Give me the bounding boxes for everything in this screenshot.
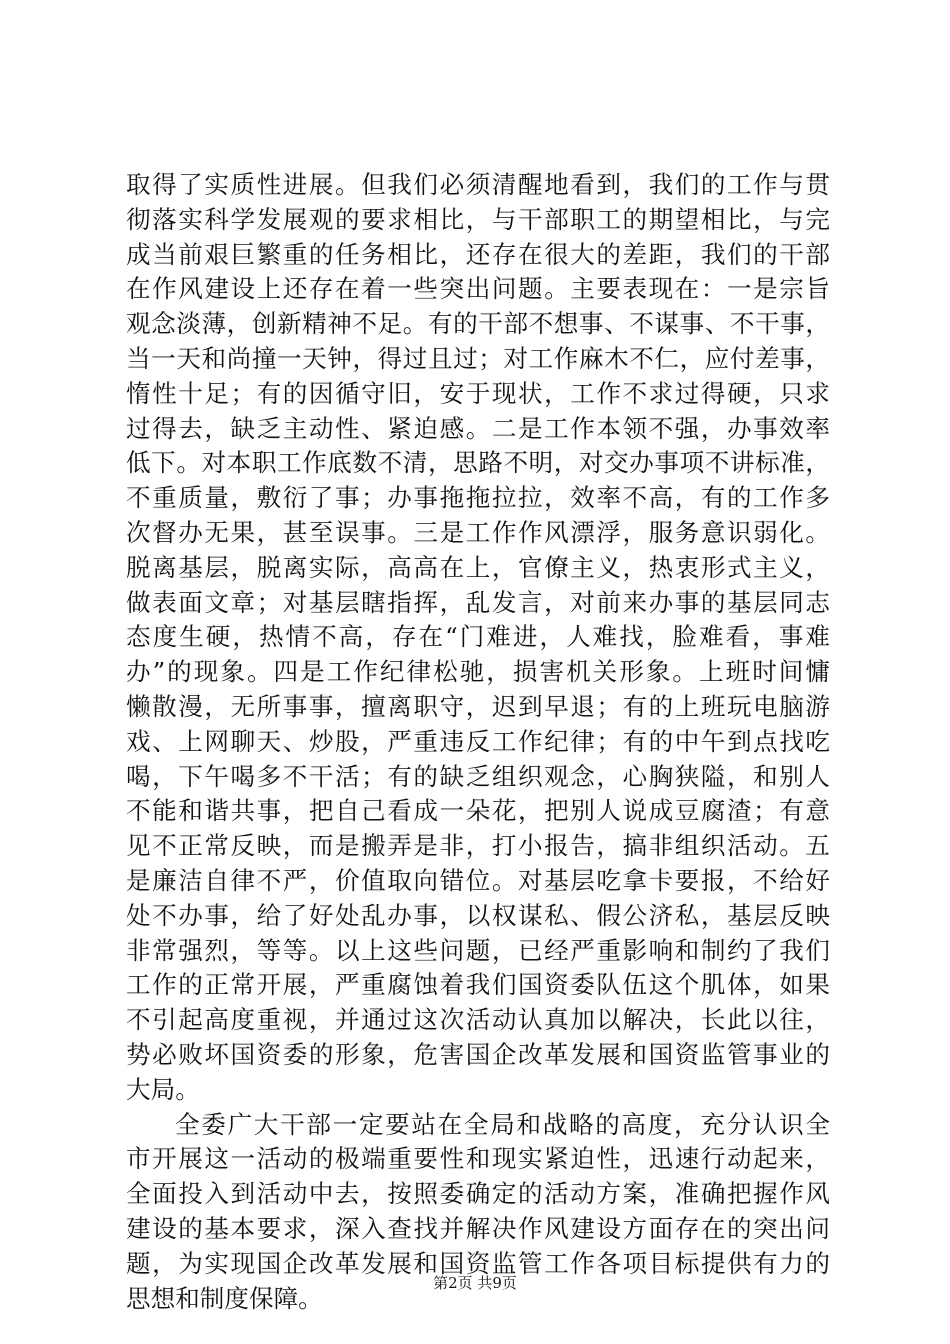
text-line: 成当前艰巨繁重的任务相比，还存在很大的差距，我们的干部 [126, 239, 830, 269]
text-line: 工作的正常开展，严重腐蚀着我们国资委队伍这个肌体，如果 [126, 970, 830, 1000]
text-line: 做表面文章；对基层瞎指挥，乱发言，对前来办事的基层同志 [126, 587, 830, 617]
text-line: 彻落实科学发展观的要求相比，与干部职工的期望相比，与完 [126, 204, 830, 234]
text-line: 见不正常反映，而是搬弄是非，打小报告，搞非组织活动。五 [126, 831, 830, 861]
text-line: 大局。 [126, 1074, 200, 1104]
text-line: 懒散漫，无所事事，擅离职守，迟到早退；有的上班玩电脑游 [126, 691, 830, 721]
text-line: 处不办事，给了好处乱办事，以权谋私、假公济私，基层反映 [126, 900, 830, 930]
text-line: 建设的基本要求，深入查找并解决作风建设方面存在的突出问 [126, 1213, 830, 1243]
text-line: 低下。对本职工作底数不清，思路不明，对交办事项不讲标准， [126, 448, 830, 478]
text-line: 喝，下午喝多不干活；有的缺乏组织观念，心胸狭隘，和别人 [126, 761, 830, 791]
text-line: 全委广大干部一定要站在全局和战略的高度，充分认识全 [175, 1109, 830, 1139]
text-line: 过得去，缺乏主动性、紧迫感。二是工作本领不强，办事效率 [126, 413, 830, 443]
text-line: 全面投入到活动中去，按照委确定的活动方案，准确把握作风 [126, 1179, 830, 1209]
text-line: 态度生硬，热情不高，存在“门难进，人难找，脸难看，事难 [126, 622, 830, 652]
text-line: 当一天和尚撞一天钟，得过且过；对工作麻木不仁，应付差事， [126, 343, 830, 373]
text-line: 不引起高度重视，并通过这次活动认真加以解决，长此以往， [126, 1005, 830, 1035]
body-text [126, 168, 830, 1316]
text-line: 观念淡薄，创新精神不足。有的干部不想事、不谋事、不干事， [126, 309, 830, 339]
text-line: 题，为实现国企改革发展和国资监管工作各项目标提供有力的 [126, 1248, 830, 1278]
text-line: 惰性十足；有的因循守旧，安于现状，工作不求过得硬，只求 [126, 378, 830, 408]
text-line: 戏、上网聊天、炒股，严重违反工作纪律；有的中午到点找吃 [126, 726, 830, 756]
text-line: 是廉洁自律不严，价值取向错位。对基层吃拿卡要报，不给好 [126, 865, 830, 895]
text-line: 办”的现象。四是工作纪律松驰，损害机关形象。上班时间慵 [126, 657, 830, 687]
text-line: 不能和谐共事，把自己看成一朵花，把别人说成豆腐渣；有意 [126, 796, 830, 826]
text-line: 次督办无果，甚至误事。三是工作作风漂浮，服务意识弱化。 [126, 517, 830, 547]
page-footer: 第2页 共9页 [433, 1274, 517, 1292]
text-line: 市开展这一活动的极端重要性和现实紧迫性，迅速行动起来， [126, 1144, 830, 1174]
text-line: 思想和制度保障。 [126, 1283, 323, 1313]
text-line: 取得了实质性进展。但我们必须清醒地看到，我们的工作与贯 [126, 170, 830, 199]
text-line: 势必败坏国资委的形象，危害国企改革发展和国资监管事业的 [126, 1039, 830, 1069]
text-line: 非常强烈，等等。以上这些问题，已经严重影响和制约了我们 [126, 935, 830, 965]
text-line: 在作风建设上还存在着一些突出问题。主要表现在：一是宗旨 [126, 274, 830, 304]
text-line: 脱离基层，脱离实际，高高在上，官僚主义，热衷形式主义， [126, 552, 830, 582]
text-line: 不重质量，敷衍了事；办事拖拖拉拉，效率不高，有的工作多 [126, 483, 830, 513]
